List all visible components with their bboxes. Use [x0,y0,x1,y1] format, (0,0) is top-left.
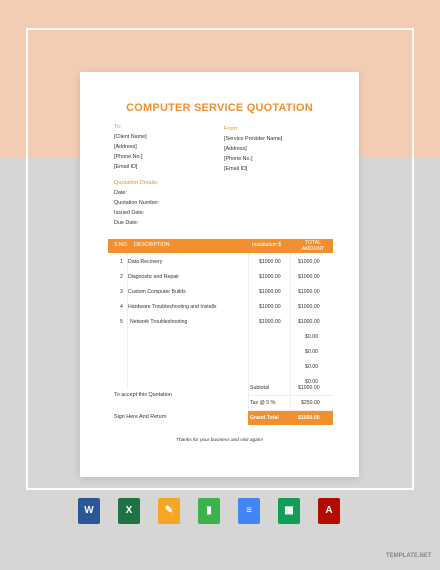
table-row [108,270,333,285]
to-line: [Email ID] [114,164,138,170]
brand-watermark: TEMPLATE.NET [386,553,432,559]
to-line: [Address] [114,144,137,150]
grand-total-value: $1050.00 [298,415,320,421]
cell-description: Network Troubleshooting [130,319,188,325]
from-line: [Email ID] [224,166,248,172]
header-installation: Installation $ [252,242,282,248]
cell-installation: $1000.00 [259,289,281,295]
cell-total: $1000.00 [298,319,320,325]
header-total-line1: TOTAL [304,240,322,246]
pdf-icon[interactable] [318,498,340,524]
from-label: From: [224,126,239,132]
table-row [108,360,333,375]
to-label: To: [114,124,122,130]
cell-total: $0.00 [305,379,318,385]
cell-total: $1000.00 [298,274,320,280]
from-line: [Service Provider Name] [224,136,283,142]
google-sheets-icon[interactable] [278,498,300,524]
cell-total: $0.00 [305,349,318,355]
google-docs-icon[interactable] [238,498,260,524]
subtotal-row [248,381,333,396]
word-icon-glyph: W [84,505,94,516]
tax-label: Tax @ 5 %: [250,400,277,406]
cell-total: $0.00 [305,334,318,340]
cell-description: Data Recovery [128,259,163,265]
table-row [108,285,333,300]
to-line: [Client Name] [114,134,147,140]
document-title: COMPUTER SERVICE QUOTATION [126,102,313,114]
cell-sno: 2 [120,274,123,280]
table-row [108,315,333,330]
details-line: Due Date: [114,220,139,226]
grand-total-label: Grand Total [250,415,279,421]
cell-total: $1000.00 [298,304,320,310]
numbers-icon[interactable] [198,498,220,524]
quotation-details-label: Quotation Details: [114,180,159,186]
subtotal-value: $1000.00 [298,385,320,391]
accept-text: To accept this Quotation [114,392,172,398]
details-line: Issued Date: [114,210,145,216]
from-line: [Phone No.] [224,156,253,162]
cell-total: $0.00 [305,364,318,370]
sign-text: Sign Here And Return [114,414,167,420]
cell-installation: $1000.00 [259,274,281,280]
cell-description: Hardware Troubleshooting and Installs [128,304,217,310]
google-sheets-icon-glyph: ▦ [284,505,294,516]
cell-total: $1000.00 [298,289,320,295]
thanks-note: Thanks for your business and visit again! [176,438,263,443]
table-header [108,239,333,253]
details-line: Date: [114,190,127,196]
grand-total-row [248,411,333,425]
numbers-icon-glyph: ▮ [206,505,212,516]
table-row [108,300,333,315]
table-row [108,345,333,360]
cell-total: $1000.00 [298,259,320,265]
from-block [224,136,282,176]
document-sheet [80,72,359,477]
file-format-icons [78,498,348,524]
cell-sno: 1 [120,259,123,265]
to-block [114,134,147,174]
to-line: [Phone No.] [114,154,143,160]
excel-icon-glyph: X [125,505,133,516]
cell-description: Custom Computer Builds [128,289,186,295]
cell-installation: $1000.00 [259,319,281,325]
cell-installation: $1000.00 [259,259,281,265]
cell-installation: $1000.00 [259,304,281,310]
table-row [108,330,333,345]
tax-value: $250.00 [301,400,320,406]
pages-icon-glyph: ✎ [164,505,174,516]
header-sno: S.NO. [114,242,129,248]
cell-sno: 5 [120,319,123,325]
quotation-details-block [114,190,160,230]
cell-sno: 3 [120,289,123,295]
tax-row [248,396,333,411]
pages-icon[interactable] [158,498,180,524]
google-docs-icon-glyph: ≡ [246,505,252,516]
from-line: [Address] [224,146,247,152]
details-line: Quotation Number: [114,200,160,206]
pdf-icon-glyph: A [325,505,333,516]
excel-icon[interactable] [118,498,140,524]
header-total-line2: AMOUNT [301,246,325,252]
subtotal-label: Subtotal [250,385,270,391]
cell-sno: 4 [120,304,123,310]
header-description: DESCRIPTION [134,242,170,248]
table-row [108,255,333,270]
header-total-amount [296,240,330,252]
cell-description: Diagnostic and Repair [128,274,180,280]
word-icon[interactable] [78,498,100,524]
